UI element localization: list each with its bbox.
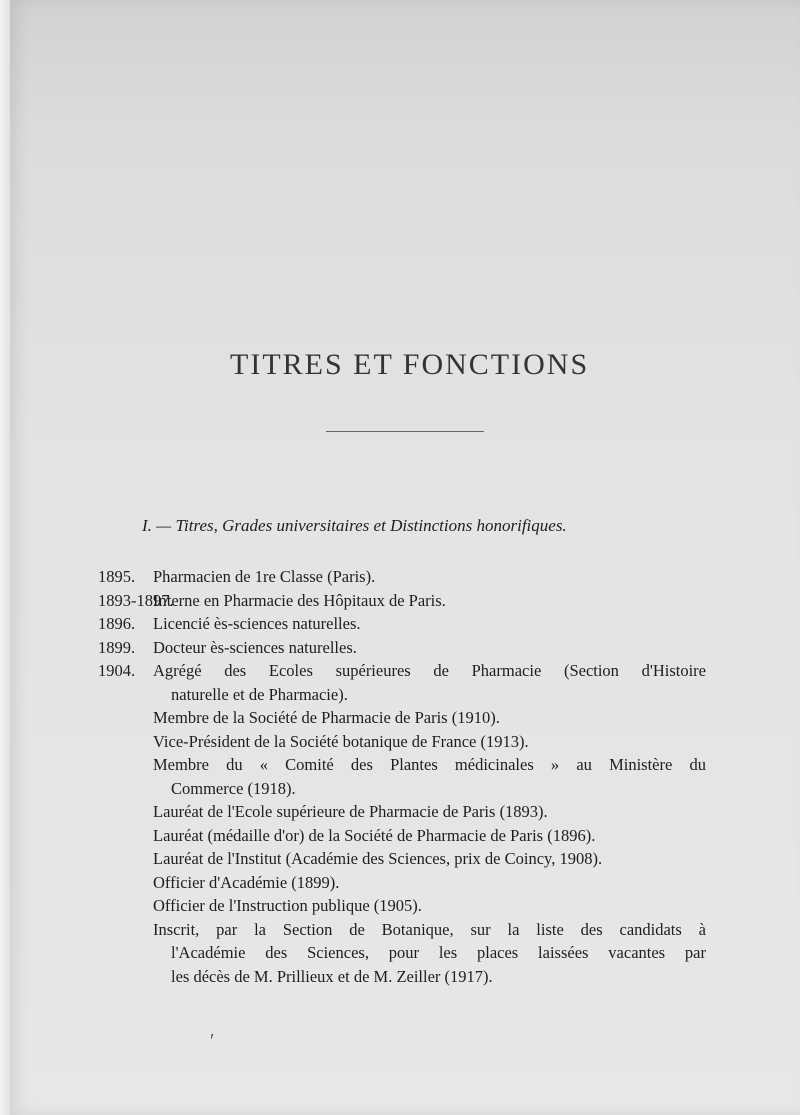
list-item bbox=[10, 753, 800, 800]
list-item bbox=[10, 847, 800, 871]
list-item bbox=[10, 565, 800, 589]
list-item bbox=[10, 894, 800, 918]
entries-list bbox=[10, 565, 800, 988]
stray-pen-mark: ′ bbox=[210, 1030, 215, 1052]
entry-year: 1904. bbox=[98, 661, 136, 680]
entry-text bbox=[10, 824, 800, 848]
entry-line: naturelle et de Pharmacie). bbox=[171, 684, 348, 704]
entry-line: Licencié ès-sciences naturelles. bbox=[153, 614, 361, 633]
entry-text bbox=[10, 918, 800, 989]
document-page bbox=[10, 0, 800, 1115]
list-item bbox=[10, 800, 800, 824]
entry-line: Lauréat de l'Ecole supérieure de Pharmacie de Paris (1893). bbox=[153, 802, 548, 821]
section-heading: I. — Titres, Grades universitaires et Distinctions honorifiques. bbox=[142, 516, 567, 535]
list-item bbox=[10, 589, 800, 613]
page-edge bbox=[0, 0, 10, 1115]
list-item bbox=[10, 612, 800, 636]
entry-text bbox=[10, 800, 800, 824]
page-title: TITRES ET FONCTIONS bbox=[230, 348, 590, 381]
entry-line: Pharmacien de 1re Classe (Paris). bbox=[153, 567, 376, 586]
list-item bbox=[10, 706, 800, 730]
entry-line: Docteur ès-sciences naturelles. bbox=[153, 637, 357, 657]
list-item bbox=[10, 824, 800, 848]
entry-year: 1896. bbox=[98, 614, 136, 633]
entry-line: Interne en Pharmacie des Hôpitaux de Paris. bbox=[153, 590, 446, 610]
entry-year: 1899. bbox=[98, 637, 136, 657]
entry-text bbox=[10, 847, 800, 871]
entry-line: Inscrit, par la Section de Botanique, sur la liste des candidats à bbox=[153, 919, 706, 939]
entry-line: Officier d'Académie (1899). bbox=[153, 872, 340, 892]
entry-text bbox=[10, 730, 800, 754]
entry-text bbox=[10, 871, 800, 895]
list-item bbox=[10, 918, 800, 989]
entry-year: 1895. bbox=[98, 567, 136, 586]
entry-line: Agrégé des Ecoles supérieures de Pharmacie (Section d'Histoire bbox=[153, 661, 706, 680]
entry-line: Commerce (1918). bbox=[171, 778, 296, 798]
list-item bbox=[10, 636, 800, 660]
entry-text bbox=[10, 706, 800, 730]
entry-line: Membre de la Société de Pharmacie de Paris (1910). bbox=[153, 708, 500, 727]
entry-line: Officier de l'Instruction publique (1905). bbox=[153, 896, 422, 915]
entry-text bbox=[10, 753, 800, 800]
entry-year: 1893-1897. bbox=[98, 590, 174, 610]
entry-line: les décès de M. Prillieux et de M. Zeiller (1917). bbox=[171, 966, 493, 986]
entry-line: Membre du « Comité des Plantes médicinales » au Ministère du bbox=[153, 755, 706, 774]
entry-line: l'Académie des Sciences, pour les places laissées vacantes par bbox=[171, 943, 706, 962]
list-item bbox=[10, 730, 800, 754]
entry-line: Lauréat de l'Institut (Académie des Sciences, prix de Coincy, 1908). bbox=[153, 849, 603, 868]
entry-line: Vice-Président de la Société botanique de France (1913). bbox=[153, 731, 529, 751]
title-divider bbox=[326, 431, 484, 432]
list-item bbox=[10, 659, 800, 706]
list-item bbox=[10, 871, 800, 895]
entry-text bbox=[10, 894, 800, 918]
entry-line: Lauréat (médaille d'or) de la Société de Pharmacie de Paris (1896). bbox=[153, 825, 596, 845]
